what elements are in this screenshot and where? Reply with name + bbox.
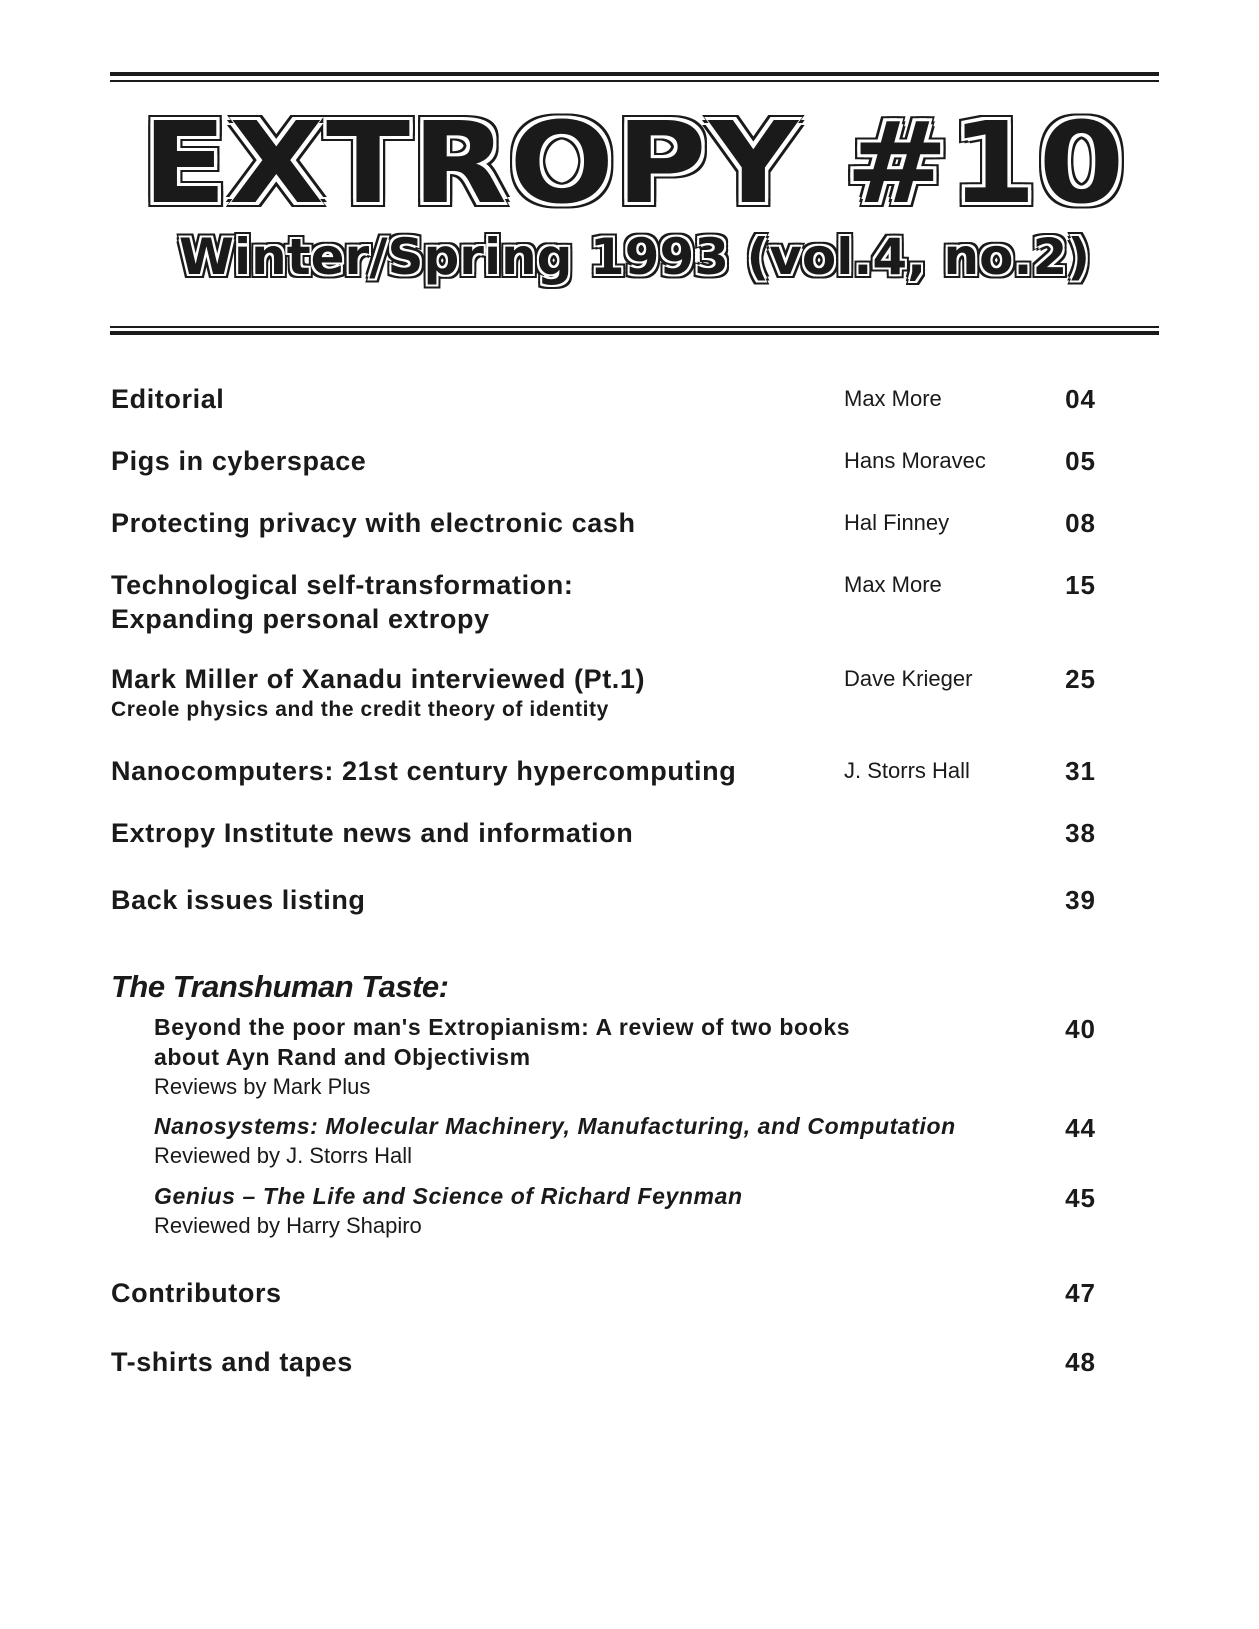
review-title-line1: Nanosystems: Molecular Machinery, Manufacturing, and Computation (154, 1113, 956, 1139)
masthead-subtitle: Winter/Spring 1993 (vol.4, no.2) (178, 228, 1091, 286)
toc-entry-page: 05 (1065, 446, 1096, 476)
review-title (154, 1111, 956, 1171)
review-byline: Reviewed by Harry Shapiro (154, 1213, 422, 1238)
review-page: 44 (1065, 1113, 1096, 1143)
toc-entry-page: 39 (1065, 885, 1096, 915)
masthead-title: EXTROPY #10 (142, 99, 1127, 229)
toc-entry-author: Max More (844, 386, 942, 411)
review-title (154, 1181, 743, 1241)
toc-entry-title: Contributors (111, 1278, 282, 1308)
section-heading: The Transhuman Taste: (111, 969, 449, 1004)
review-title-line1: Genius – The Life and Science of Richard Feynman (154, 1183, 743, 1209)
toc-entry-title: Pigs in cyberspace (111, 446, 367, 476)
toc-entry-page: 38 (1065, 818, 1096, 848)
review-byline: Reviews by Mark Plus (154, 1074, 371, 1099)
toc-entry-page: 08 (1065, 508, 1096, 538)
toc-entry-author: Hal Finney (844, 510, 950, 535)
toc-entry-title: Extropy Institute news and information (111, 818, 634, 848)
toc-entry-title: Back issues listing (111, 885, 366, 915)
toc-entry-title: Protecting privacy with electronic cash (111, 508, 636, 538)
toc-entry-title-line1: Technological self-transformation: (111, 570, 574, 600)
toc-entry-title-line2: Expanding personal extropy (111, 604, 490, 634)
toc-entry-title: T-shirts and tapes (111, 1347, 353, 1377)
toc-entry-title-line1: Mark Miller of Xanadu interviewed (Pt.1) (111, 664, 646, 694)
review-byline: Reviewed by J. Storrs Hall (154, 1143, 412, 1168)
review-page: 40 (1065, 1014, 1096, 1044)
toc-entry-page: 25 (1065, 664, 1096, 694)
toc-entry-subtitle: Creole physics and the credit theory of identity (111, 698, 609, 721)
toc-entry-title (111, 568, 573, 636)
toc-entry-page: 31 (1065, 756, 1096, 786)
toc-entry-page: 48 (1065, 1347, 1096, 1377)
toc-entry-author: Hans Moravec (844, 448, 986, 473)
toc-entry-title (111, 662, 645, 724)
review-page: 45 (1065, 1183, 1096, 1213)
toc-entry-page: 47 (1065, 1278, 1096, 1308)
toc-entry-author: J. Storrs Hall (844, 758, 970, 783)
toc-entry-author: Dave Krieger (844, 666, 973, 691)
toc-entry-title: Nanocomputers: 21st century hypercomputing (111, 756, 737, 786)
review-title-line2: about Ayn Rand and Objectivism (154, 1044, 531, 1070)
toc-entry-title: Editorial (111, 384, 225, 414)
review-title-line1: Beyond the poor man's Extropianism: A review of two books (154, 1014, 851, 1040)
toc-entry-page: 04 (1065, 384, 1096, 414)
toc-entry-author: Max More (844, 572, 942, 597)
toc-entry-page: 15 (1065, 570, 1096, 600)
review-title (154, 1012, 850, 1102)
